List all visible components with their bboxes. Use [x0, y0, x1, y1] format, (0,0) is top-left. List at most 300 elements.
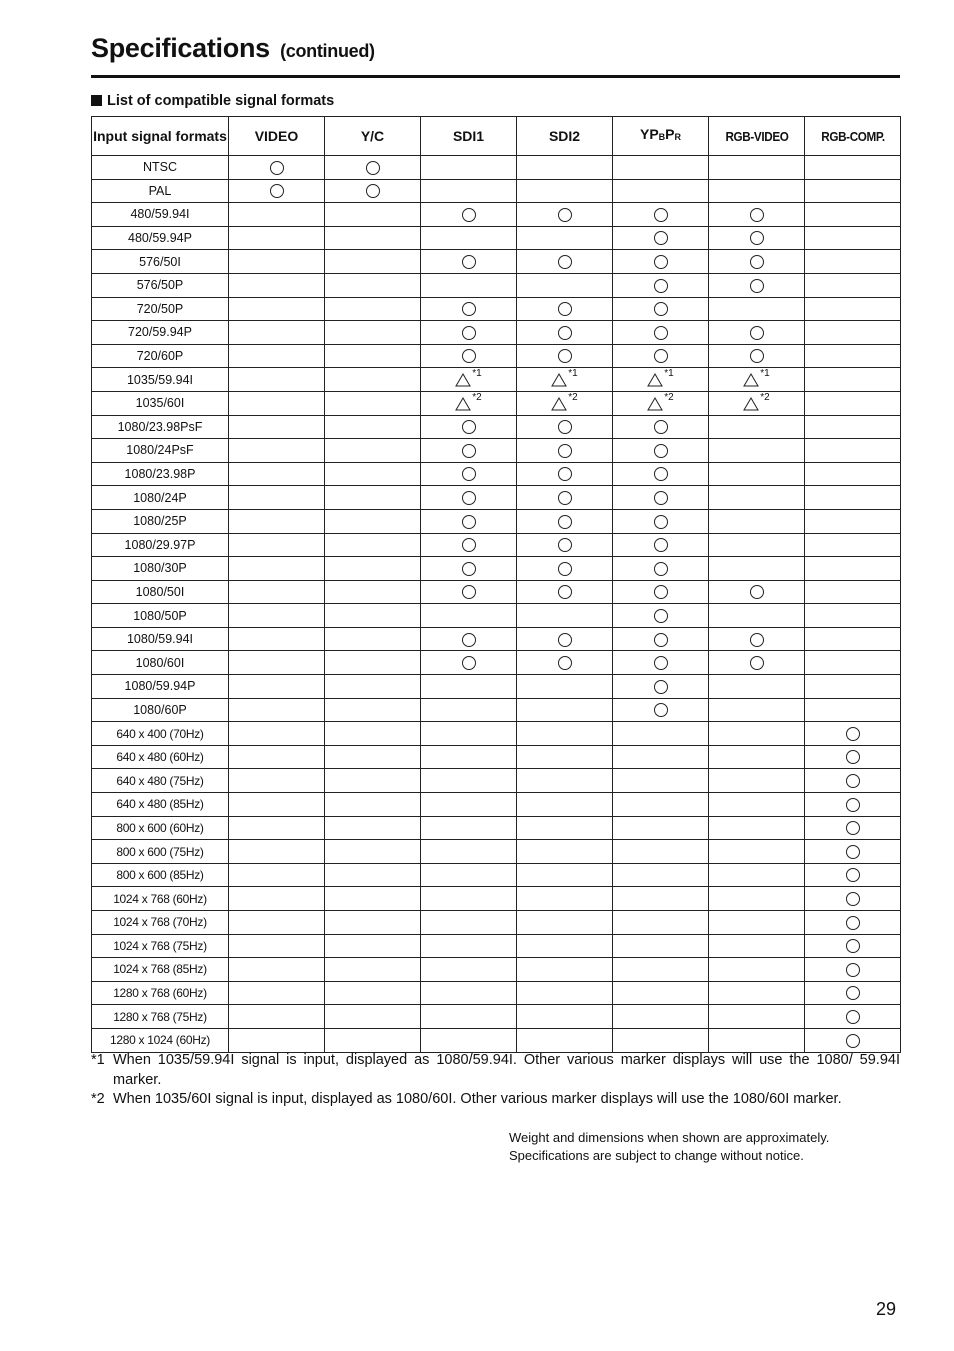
table-row [92, 486, 901, 510]
cell-video [229, 391, 325, 415]
circle-icon [462, 255, 476, 269]
cell-rgb-comp [805, 297, 901, 321]
footnote-ref: *1 [568, 368, 578, 380]
cell-yc [325, 179, 421, 203]
cell-ypbpr [613, 745, 709, 769]
table-row [92, 887, 901, 911]
cell-sdi1 [421, 439, 517, 463]
cell-sdi1 [421, 250, 517, 274]
cell-sdi1 [421, 840, 517, 864]
circle-icon [654, 302, 668, 316]
circle-icon [846, 727, 860, 741]
cell-yc [325, 722, 421, 746]
cell-yc [325, 486, 421, 510]
cell-video [229, 1028, 325, 1052]
format-name-cell: 1080/50I [92, 580, 229, 604]
section-heading-text: List of compatible signal formats [107, 93, 335, 109]
format-name-cell: PAL [92, 179, 229, 203]
circle-icon [654, 538, 668, 552]
cell-sdi2 [517, 958, 613, 982]
cell-rgb-comp [805, 344, 901, 368]
table-row [92, 698, 901, 722]
cell-yc [325, 981, 421, 1005]
cell-ypbpr [613, 250, 709, 274]
circle-icon [462, 444, 476, 458]
cell-rgb-comp [805, 769, 901, 793]
cell-rgb-video [709, 250, 805, 274]
cell-rgb-comp [805, 887, 901, 911]
cell-sdi1 [421, 627, 517, 651]
format-name-cell: 1080/60P [92, 698, 229, 722]
cell-video [229, 981, 325, 1005]
cell-sdi2 [517, 911, 613, 935]
cell-rgb-comp [805, 321, 901, 345]
table-row [92, 415, 901, 439]
circle-icon [750, 255, 764, 269]
cell-rgb-video [709, 651, 805, 675]
cell-video [229, 698, 325, 722]
cell-yc [325, 887, 421, 911]
cell-sdi2 [517, 179, 613, 203]
cell-rgb-comp [805, 156, 901, 180]
circle-icon [270, 184, 284, 198]
circle-icon [558, 208, 572, 222]
cell-ypbpr [613, 981, 709, 1005]
cell-sdi1 [421, 604, 517, 628]
table-row [92, 462, 901, 486]
footnote-ref: *1 [664, 368, 674, 380]
cell-rgb-video [709, 911, 805, 935]
circle-icon [270, 161, 284, 175]
cell-rgb-video [709, 439, 805, 463]
circle-icon [558, 656, 572, 670]
table-row [92, 439, 901, 463]
format-name-cell: 1080/24PsF [92, 439, 229, 463]
circle-icon [654, 420, 668, 434]
cell-rgb-comp [805, 958, 901, 982]
circle-icon [366, 161, 380, 175]
cell-video [229, 1005, 325, 1029]
cell-sdi2 [517, 391, 613, 415]
column-header-sdi1: SDI1 [421, 117, 517, 156]
cell-video [229, 840, 325, 864]
cell-rgb-comp [805, 462, 901, 486]
cell-rgb-comp [805, 745, 901, 769]
cell-sdi1 [421, 769, 517, 793]
circle-icon [654, 349, 668, 363]
cell-video [229, 604, 325, 628]
format-name-cell: 1080/59.94P [92, 675, 229, 699]
ypbpr-part: P [665, 126, 675, 142]
table-row [92, 533, 901, 557]
cell-ypbpr [613, 604, 709, 628]
cell-sdi2 [517, 651, 613, 675]
triangle-icon [647, 392, 674, 411]
circle-icon [558, 491, 572, 505]
cell-ypbpr [613, 486, 709, 510]
cell-video [229, 368, 325, 392]
table-body [92, 156, 901, 1053]
footnote-ref: *1 [472, 368, 482, 380]
cell-sdi1 [421, 958, 517, 982]
cell-rgb-video [709, 1028, 805, 1052]
circle-icon [654, 231, 668, 245]
circle-icon [558, 467, 572, 481]
cell-ypbpr [613, 439, 709, 463]
cell-rgb-comp [805, 840, 901, 864]
cell-sdi2 [517, 344, 613, 368]
circle-icon [558, 420, 572, 434]
circle-icon [750, 279, 764, 293]
cell-rgb-video [709, 321, 805, 345]
cell-yc [325, 911, 421, 935]
cell-rgb-video [709, 887, 805, 911]
cell-rgb-video [709, 273, 805, 297]
cell-sdi2 [517, 580, 613, 604]
cell-rgb-video [709, 557, 805, 581]
circle-icon [654, 208, 668, 222]
cell-rgb-comp [805, 722, 901, 746]
format-name-cell: 480/59.94P [92, 226, 229, 250]
footnote-ref: *1 [760, 368, 770, 380]
circle-icon [462, 349, 476, 363]
column-header-input-signal: Input signal formats [92, 117, 229, 156]
circle-icon [750, 349, 764, 363]
cell-yc [325, 509, 421, 533]
cell-sdi1 [421, 698, 517, 722]
cell-ypbpr [613, 1028, 709, 1052]
page-number: 29 [876, 1299, 897, 1319]
cell-yc [325, 439, 421, 463]
cell-yc [325, 863, 421, 887]
format-name-cell: 1024 x 768 (70Hz) [92, 911, 229, 935]
table-row [92, 769, 901, 793]
cell-ypbpr [613, 816, 709, 840]
circle-icon [654, 562, 668, 576]
cell-sdi2 [517, 863, 613, 887]
filled-square-icon [91, 95, 102, 106]
format-name-cell: 640 x 480 (75Hz) [92, 769, 229, 793]
cell-rgb-video [709, 203, 805, 227]
circle-icon [558, 515, 572, 529]
cell-rgb-comp [805, 486, 901, 510]
circle-icon [558, 326, 572, 340]
circle-icon [654, 680, 668, 694]
cell-rgb-video [709, 580, 805, 604]
cell-sdi1 [421, 651, 517, 675]
cell-video [229, 651, 325, 675]
triangle-icon [551, 368, 578, 387]
cell-sdi2 [517, 486, 613, 510]
circle-icon [558, 302, 572, 316]
circle-icon [366, 184, 380, 198]
cell-sdi1 [421, 226, 517, 250]
cell-sdi2 [517, 533, 613, 557]
cell-yc [325, 745, 421, 769]
title-rule [91, 75, 900, 78]
circle-icon [654, 444, 668, 458]
cell-ypbpr [613, 415, 709, 439]
cell-yc [325, 769, 421, 793]
circle-icon [558, 585, 572, 599]
cell-rgb-video [709, 604, 805, 628]
table-row [92, 203, 901, 227]
column-header-rgb-comp: RGB-COMP. [809, 117, 895, 156]
cell-sdi1 [421, 533, 517, 557]
cell-yc [325, 273, 421, 297]
cell-sdi1 [421, 391, 517, 415]
cell-sdi1 [421, 911, 517, 935]
cell-rgb-comp [805, 793, 901, 817]
cell-yc [325, 1005, 421, 1029]
circle-icon [654, 609, 668, 623]
cell-rgb-comp [805, 981, 901, 1005]
cell-video [229, 273, 325, 297]
cell-yc [325, 250, 421, 274]
cell-rgb-video [709, 156, 805, 180]
cell-sdi2 [517, 793, 613, 817]
cell-ypbpr [613, 368, 709, 392]
cell-yc [325, 557, 421, 581]
cell-rgb-video [709, 509, 805, 533]
table-row [92, 1028, 901, 1052]
format-name-cell: 1035/59.94I [92, 368, 229, 392]
cell-rgb-video [709, 486, 805, 510]
cell-video [229, 557, 325, 581]
triangle-icon [455, 368, 482, 387]
cell-rgb-comp [805, 439, 901, 463]
cell-video [229, 297, 325, 321]
cell-sdi1 [421, 1005, 517, 1029]
cell-rgb-video [709, 179, 805, 203]
page-title-main: Specifications [91, 33, 270, 63]
circle-icon [462, 633, 476, 647]
cell-video [229, 203, 325, 227]
cell-sdi2 [517, 297, 613, 321]
format-name-cell: 800 x 600 (75Hz) [92, 840, 229, 864]
cell-sdi2 [517, 321, 613, 345]
circle-icon [462, 302, 476, 316]
cell-sdi1 [421, 816, 517, 840]
cell-video [229, 911, 325, 935]
cell-video [229, 156, 325, 180]
cell-yc [325, 415, 421, 439]
cell-rgb-video [709, 344, 805, 368]
circle-icon [462, 467, 476, 481]
cell-sdi1 [421, 934, 517, 958]
cell-ypbpr [613, 863, 709, 887]
cell-sdi1 [421, 415, 517, 439]
cell-ypbpr [613, 793, 709, 817]
cell-rgb-video [709, 981, 805, 1005]
format-name-cell: 1080/25P [92, 509, 229, 533]
format-name-cell: 1024 x 768 (75Hz) [92, 934, 229, 958]
cell-sdi2 [517, 745, 613, 769]
cell-sdi1 [421, 297, 517, 321]
cell-sdi2 [517, 226, 613, 250]
format-name-cell: 576/50I [92, 250, 229, 274]
circle-icon [846, 798, 860, 812]
table-row [92, 722, 901, 746]
cell-video [229, 958, 325, 982]
circle-icon [462, 538, 476, 552]
cell-rgb-video [709, 769, 805, 793]
circle-icon [462, 515, 476, 529]
table-header-row [92, 117, 901, 156]
cell-sdi2 [517, 250, 613, 274]
cell-sdi1 [421, 462, 517, 486]
cell-video [229, 462, 325, 486]
cell-ypbpr [613, 722, 709, 746]
table-row [92, 627, 901, 651]
format-name-cell: 720/50P [92, 297, 229, 321]
cell-ypbpr [613, 887, 709, 911]
format-name-cell: 800 x 600 (60Hz) [92, 816, 229, 840]
section-heading [91, 91, 334, 111]
circle-icon [558, 255, 572, 269]
format-name-cell: 1080/24P [92, 486, 229, 510]
cell-sdi2 [517, 604, 613, 628]
cell-rgb-comp [805, 580, 901, 604]
format-name-cell: 1080/50P [92, 604, 229, 628]
cell-rgb-video [709, 462, 805, 486]
cell-video [229, 509, 325, 533]
format-name-cell: 1080/23.98PsF [92, 415, 229, 439]
table-row [92, 273, 901, 297]
page-title-continued: (continued) [280, 41, 375, 61]
cell-video [229, 179, 325, 203]
footnote-ref: *2 [664, 392, 674, 404]
cell-rgb-video [709, 934, 805, 958]
format-name-cell: 1080/30P [92, 557, 229, 581]
circle-icon [558, 562, 572, 576]
footnote-mark: *1 [91, 1052, 105, 1068]
cell-sdi1 [421, 675, 517, 699]
circle-icon [846, 986, 860, 1000]
circle-icon [654, 326, 668, 340]
cell-video [229, 415, 325, 439]
cell-sdi1 [421, 344, 517, 368]
cell-video [229, 344, 325, 368]
cell-sdi1 [421, 1028, 517, 1052]
cell-rgb-video [709, 391, 805, 415]
triangle-icon [551, 392, 578, 411]
table-row [92, 179, 901, 203]
cell-rgb-video [709, 415, 805, 439]
cell-rgb-comp [805, 250, 901, 274]
circle-icon [750, 208, 764, 222]
ypbpr-sub-r: R [674, 132, 682, 142]
cell-rgb-comp [805, 698, 901, 722]
cell-rgb-comp [805, 533, 901, 557]
circle-icon [654, 515, 668, 529]
cell-video [229, 321, 325, 345]
format-name-cell: 720/60P [92, 344, 229, 368]
cell-sdi2 [517, 273, 613, 297]
circle-icon [750, 585, 764, 599]
cell-sdi2 [517, 439, 613, 463]
circle-icon [462, 208, 476, 222]
cell-video [229, 769, 325, 793]
footnote-mark: *2 [91, 1091, 105, 1107]
cell-yc [325, 368, 421, 392]
format-name-cell: 1080/60I [92, 651, 229, 675]
triangle-icon [743, 368, 770, 387]
cell-sdi2 [517, 415, 613, 439]
cell-sdi2 [517, 698, 613, 722]
cell-rgb-comp [805, 863, 901, 887]
cell-rgb-comp [805, 604, 901, 628]
cell-sdi2 [517, 769, 613, 793]
cell-yc [325, 297, 421, 321]
format-name-cell: 576/50P [92, 273, 229, 297]
cell-ypbpr [613, 344, 709, 368]
cell-ypbpr [613, 557, 709, 581]
table-row [92, 156, 901, 180]
table-row [92, 958, 901, 982]
signal-format-table [91, 116, 901, 1053]
cell-yc [325, 156, 421, 180]
cell-yc [325, 651, 421, 675]
cell-rgb-comp [805, 509, 901, 533]
circle-icon [654, 585, 668, 599]
cell-rgb-video [709, 840, 805, 864]
cell-video [229, 580, 325, 604]
cell-yc [325, 203, 421, 227]
cell-yc [325, 344, 421, 368]
cell-rgb-comp [805, 627, 901, 651]
cell-video [229, 722, 325, 746]
cell-ypbpr [613, 1005, 709, 1029]
circle-icon [654, 656, 668, 670]
format-name-cell: 1035/60I [92, 391, 229, 415]
cell-ypbpr [613, 651, 709, 675]
cell-rgb-comp [805, 934, 901, 958]
circle-icon [750, 633, 764, 647]
cell-yc [325, 462, 421, 486]
cell-sdi1 [421, 722, 517, 746]
cell-rgb-comp [805, 1005, 901, 1029]
circle-icon [654, 467, 668, 481]
cell-sdi2 [517, 675, 613, 699]
circle-icon [846, 845, 860, 859]
cell-video [229, 816, 325, 840]
column-header-rgb-video: RGB-VIDEO [713, 117, 799, 156]
cell-video [229, 226, 325, 250]
cell-video [229, 533, 325, 557]
cell-sdi1 [421, 745, 517, 769]
cell-rgb-comp [805, 911, 901, 935]
cell-ypbpr [613, 934, 709, 958]
format-name-cell: 640 x 400 (70Hz) [92, 722, 229, 746]
cell-rgb-comp [805, 1028, 901, 1052]
footnote-1 [91, 1051, 900, 1090]
cell-sdi2 [517, 934, 613, 958]
cell-ypbpr [613, 297, 709, 321]
table-row [92, 675, 901, 699]
cell-ypbpr [613, 273, 709, 297]
cell-yc [325, 698, 421, 722]
table-row [92, 1005, 901, 1029]
page-title [91, 30, 375, 69]
cell-ypbpr [613, 321, 709, 345]
format-name-cell: 720/59.94P [92, 321, 229, 345]
circle-icon [846, 963, 860, 977]
ypbpr-part: YP [639, 126, 659, 142]
cell-rgb-comp [805, 557, 901, 581]
column-header-video: VIDEO [229, 117, 325, 156]
cell-rgb-comp [805, 368, 901, 392]
